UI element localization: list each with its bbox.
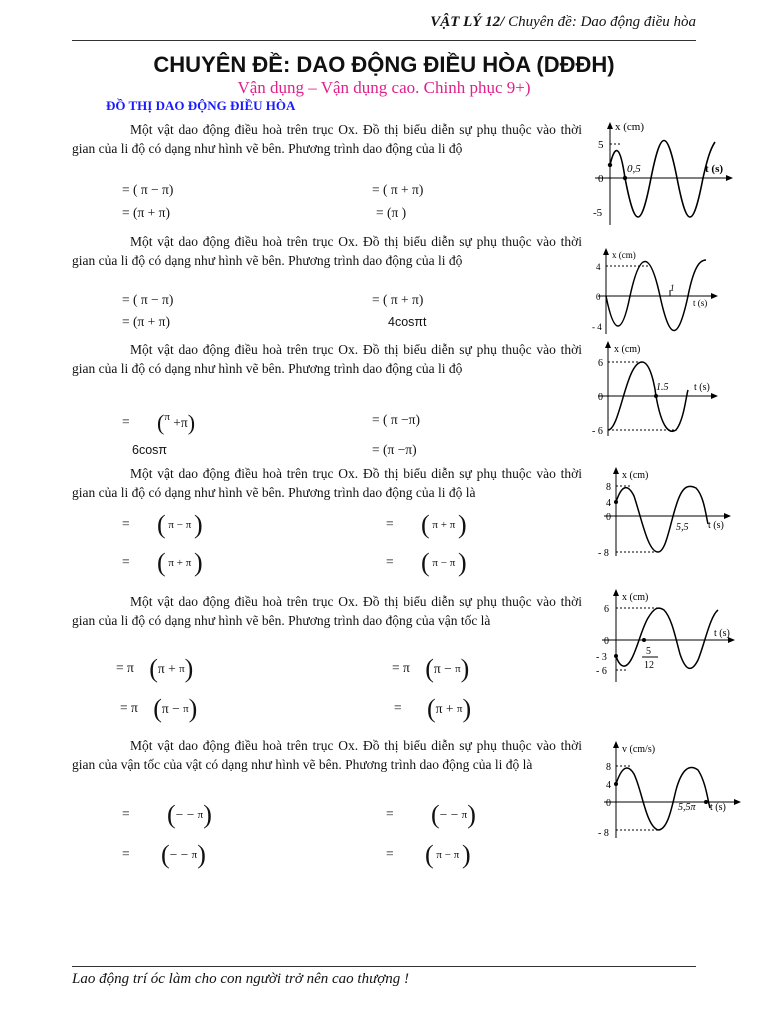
y-top: 6 (598, 358, 603, 369)
t-num: 5 (646, 646, 651, 657)
t-label: t (s) (705, 163, 724, 175)
option-c: = ( π + π ) (122, 548, 203, 577)
header-subject: VẬT LÝ 12/ (430, 14, 505, 30)
question-6 (72, 736, 582, 774)
y-bottom: - 6 (592, 426, 603, 437)
question-5 (72, 592, 582, 630)
wave-curve (616, 486, 708, 552)
graph-4 (596, 466, 732, 563)
option-a: = ( π − π) (122, 292, 174, 307)
option-a: = (− − π) (122, 800, 212, 829)
section-heading: ĐỒ THỊ DAO ĐỘNG ĐIỀU HÒA (106, 98, 296, 113)
y-bottom: -5 (593, 207, 603, 219)
graph-4-svg (596, 466, 732, 558)
point (654, 394, 658, 398)
t-axis-arrow (726, 175, 733, 181)
graph-2 (590, 246, 720, 341)
x-axis-arrow (607, 122, 613, 129)
y-top: 6 (604, 604, 609, 615)
t-den: 12 (644, 660, 654, 671)
y-top: 5 (598, 139, 604, 151)
question-3 (72, 340, 582, 378)
point (614, 500, 618, 504)
graph-3-svg (590, 340, 720, 440)
option-c: = π (π − π) (120, 694, 198, 723)
question-text: Một vật dao động điều hoà trên trục Ox. Đồ thị biểu diễn sự phụ thuộc vào thời gian của vận tốc của vật có dạng như hình vẽ bên. Phương trình dao động của li độ là (72, 738, 582, 772)
t-mark: 5,5 (676, 522, 689, 533)
question-text: Một vật dao động điều hoà trên trục Ox. Đồ thị biểu diễn sự phụ thuộc vào thời gian của li độ có dạng như hình vẽ bên. Phương trình dao động của li độ là (72, 466, 582, 500)
option-b: = ( π −π) (372, 412, 420, 427)
option-c: = (π + π) (122, 205, 170, 220)
question-4 (72, 464, 582, 502)
t-label: t (s) (710, 802, 726, 813)
graph-6 (596, 740, 742, 845)
graph-1 (585, 120, 735, 235)
t-label: t (s) (694, 382, 710, 393)
t-axis-arrow (724, 513, 731, 519)
t-axis-arrow (711, 293, 718, 299)
axis-label: x (cm) (622, 592, 649, 603)
wave-curve (606, 260, 706, 331)
y-zero: 0 (606, 798, 611, 809)
header-topic: Chuyên đề: Dao động điều hòa (504, 14, 696, 30)
question-text: Một vật dao động điều hoà trên trục Ox. Đồ thị biểu diễn sự phụ thuộc vào thời gian của li độ có dạng như hình vẽ bên. Phương trình dao động của li độ (72, 122, 582, 156)
option-a: = ( π − π ) (122, 510, 203, 539)
question-1 (72, 120, 582, 158)
point (642, 638, 646, 642)
wave-curve (616, 767, 710, 830)
wave-curve (616, 608, 718, 668)
x-axis-arrow (603, 248, 609, 255)
y-top: 4 (596, 262, 601, 272)
graph-3 (590, 340, 720, 445)
axis-label: x (cm) (614, 344, 641, 355)
option-d: = (π + π) (394, 694, 472, 723)
y-zero: 0 (604, 636, 609, 647)
wave-curve (608, 362, 688, 431)
option-b: = ( π + π) (372, 182, 424, 197)
option-b: = ( π + π) (372, 292, 424, 307)
option-b: = π (π − π) (392, 654, 470, 683)
y-mid: 4 (606, 780, 611, 791)
y-zero: 0 (596, 292, 601, 302)
y-top: 8 (606, 762, 611, 773)
graph-5-svg (592, 588, 736, 684)
y-mid: 4 (606, 498, 611, 509)
x-axis-arrow (613, 741, 619, 748)
graph-6-svg (596, 740, 742, 840)
page-footer: Lao động trí óc làm cho con người trở nên cao thượng ! (72, 966, 696, 988)
option-a: = (π +π) (122, 410, 196, 435)
t-axis-arrow (711, 393, 718, 399)
x-axis-arrow (613, 589, 619, 596)
y-zero: 0 (598, 173, 604, 185)
option-d: = ( π − π ) (386, 840, 471, 869)
option-c: = (− − π) (122, 840, 206, 869)
option-d: 4cosπt (388, 315, 427, 329)
option-a: = π (π + π) (116, 654, 194, 683)
y-zero: 0 (598, 392, 603, 403)
point (623, 176, 627, 180)
axis-label: v (cm/s) (622, 744, 656, 755)
t-mark: 5,5π (678, 802, 696, 813)
axis-label: x (cm) (622, 470, 649, 481)
question-2 (72, 232, 582, 270)
question-text: Một vật dao động điều hoà trên trục Ox. Đồ thị biểu diễn sự phụ thuộc vào thời gian của li độ có dạng như hình vẽ bên. Phương trình dao động của li độ (72, 342, 582, 376)
option-a: = ( π − π) (122, 182, 174, 197)
y-mid: - 3 (596, 652, 607, 663)
x-axis-arrow (613, 467, 619, 474)
page-subtitle: Vận dụng – Vận dụng cao. Chinh phục 9+) (237, 78, 531, 97)
y-bottom: - 8 (598, 828, 609, 839)
y-bottom: - 8 (598, 548, 609, 558)
x-axis-arrow (605, 341, 611, 348)
option-d: = ( π − π ) (386, 548, 467, 577)
y-top: 8 (606, 482, 611, 493)
option-d: = (π −π) (372, 442, 417, 457)
graph-1-svg (585, 120, 735, 230)
y-zero: 0 (606, 512, 611, 523)
question-text: Một vật dao động điều hoà trên trục Ox. Đồ thị biểu diễn sự phụ thuộc vào thời gian của li độ có dạng như hình vẽ bên. Phương trình dao động của li độ (72, 234, 582, 268)
point (614, 782, 618, 786)
point (704, 800, 708, 804)
t-label: t (s) (708, 520, 724, 531)
t-mark: 0,5 (627, 163, 641, 175)
option-b: = (− − π) (386, 800, 476, 829)
page-header (72, 14, 696, 41)
graph-5 (592, 588, 736, 689)
y-bottom: - 4 (592, 322, 602, 332)
t-label: t (s) (714, 628, 730, 639)
t-axis-arrow (734, 799, 741, 805)
axis-label: x (cm) (612, 250, 636, 260)
y-bottom: - 6 (596, 666, 607, 677)
page-title: CHUYÊN ĐỀ: DAO ĐỘNG ĐIỀU HÒA (DĐĐH) (153, 52, 615, 77)
option-c: = (π + π) (122, 314, 170, 329)
t-label: t (s) (693, 298, 708, 308)
t-mark: 1.5 (656, 382, 669, 393)
graph-2-svg (590, 246, 720, 336)
t-mark: 1 (670, 283, 675, 293)
option-c: 6cosπ (132, 443, 168, 457)
point (608, 163, 612, 167)
option-b: = ( π + π ) (386, 510, 467, 539)
point (614, 654, 618, 658)
option-d: = (π ) (376, 205, 407, 220)
question-text: Một vật dao động điều hoà trên trục Ox. Đồ thị biểu diễn sự phụ thuộc vào thời gian của li độ có dạng như hình vẽ bên. Phương trình dao động của vận tốc là (72, 594, 582, 628)
axis-label: x (cm) (615, 121, 645, 133)
